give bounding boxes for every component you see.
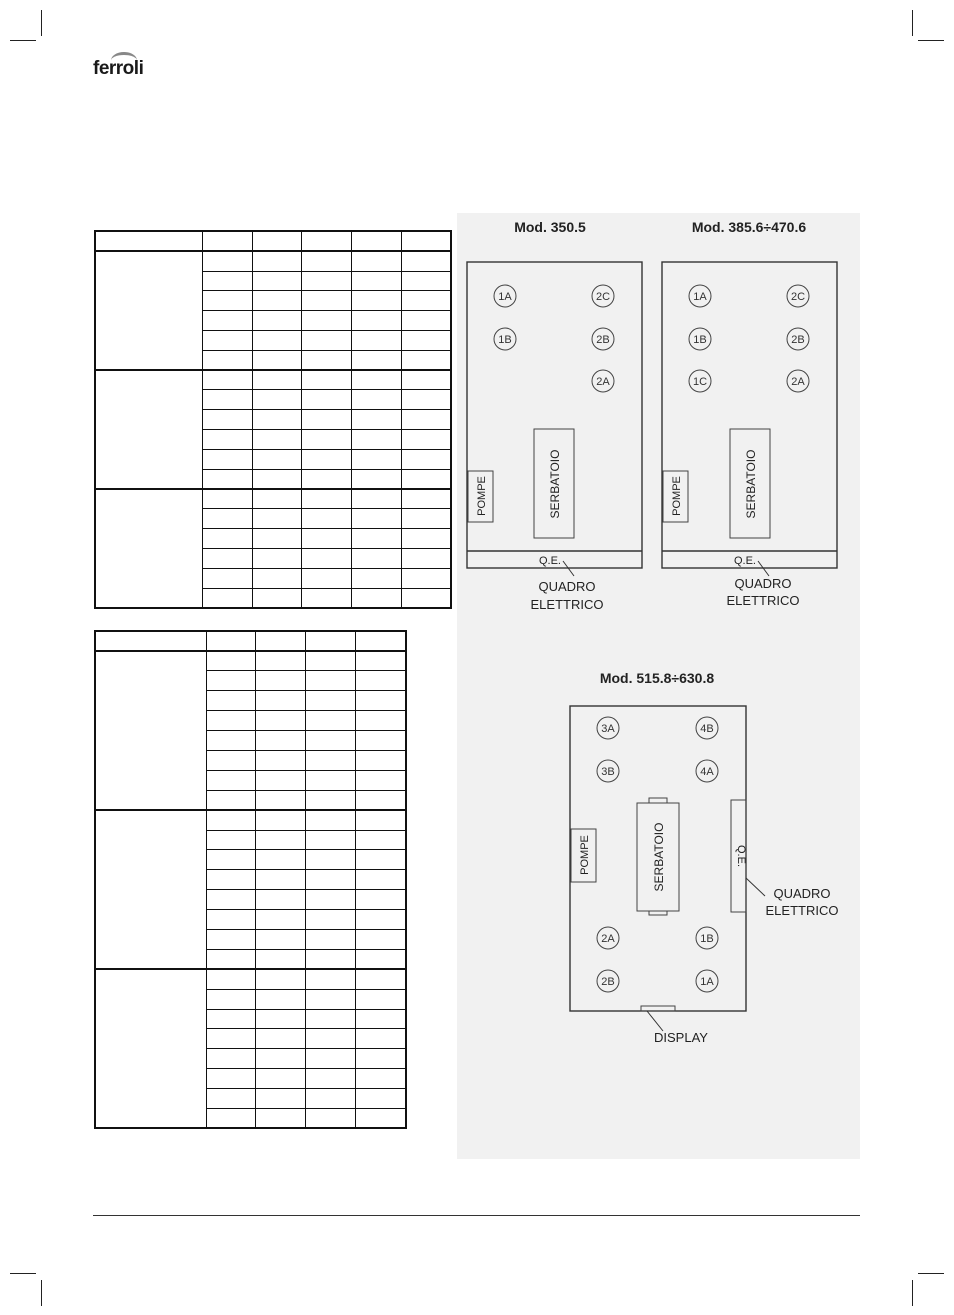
- svg-text:4A: 4A: [700, 766, 714, 778]
- panel-b-pumps-label: POMPE: [671, 476, 683, 516]
- svg-text:1B: 1B: [498, 334, 512, 346]
- table-group-cell: [95, 370, 202, 489]
- panel-c-pumps-label: POMPE: [579, 835, 591, 875]
- table-group-cell: [95, 969, 206, 1128]
- svg-text:2B: 2B: [791, 334, 805, 346]
- slot-3a: [597, 717, 619, 739]
- panel-a: [467, 219, 642, 612]
- slot-2a: [592, 370, 614, 392]
- crop-mark: [912, 1280, 913, 1306]
- svg-text:2B: 2B: [601, 976, 615, 988]
- crop-mark: [41, 10, 42, 36]
- panel-c-tank-cap-bottom: [649, 911, 667, 915]
- svg-text:2B: 2B: [596, 334, 610, 346]
- slot-1a: [696, 970, 718, 992]
- panel-c-display-label: DISPLAY: [654, 1030, 708, 1045]
- slot-1a: [689, 285, 711, 307]
- table-group-cell: [95, 489, 202, 608]
- svg-text:1A: 1A: [693, 291, 707, 303]
- footer-rule: [93, 1215, 860, 1216]
- crop-mark: [912, 10, 913, 36]
- slot-2b: [597, 970, 619, 992]
- panel-b-panel-label-1: QUADRO: [734, 576, 792, 591]
- table-row: [95, 651, 406, 671]
- table-row: [95, 969, 406, 989]
- svg-text:2C: 2C: [595, 291, 611, 303]
- panel-b-qe-label: Q.E.: [733, 555, 757, 567]
- table-bottom: [94, 630, 407, 1129]
- panel-c-panel-label-2: ELETTRICO: [765, 903, 839, 918]
- crop-mark: [918, 40, 944, 41]
- slot-3b: [597, 760, 619, 782]
- panel-c-tank-cap-top: [649, 798, 667, 803]
- panel-a-title: Mod. 350.5: [514, 219, 586, 235]
- layout-figure: [457, 213, 860, 1159]
- slot-4a: [696, 760, 718, 782]
- panel-b: [662, 219, 837, 608]
- layout-diagram: [457, 213, 860, 1159]
- panel-c-panel-label-1: QUADRO: [773, 886, 831, 901]
- slot-4b: [696, 717, 718, 739]
- logo-text: ferroli: [93, 58, 144, 79]
- panel-b-panel-label-2: ELETTRICO: [726, 593, 800, 608]
- svg-text:2A: 2A: [596, 376, 610, 388]
- table-row: [95, 370, 451, 390]
- slot-2a: [597, 927, 619, 949]
- svg-text:4B: 4B: [700, 723, 714, 735]
- svg-text:1A: 1A: [700, 976, 714, 988]
- crop-mark: [10, 40, 36, 41]
- panel-c-display-leader: [647, 1011, 663, 1031]
- table-row: [95, 251, 451, 271]
- svg-text:1C: 1C: [692, 376, 708, 388]
- svg-text:2A: 2A: [791, 376, 805, 388]
- slot-2b: [592, 328, 614, 350]
- panel-a-panel-label-2: ELETTRICO: [530, 597, 604, 612]
- crop-mark: [10, 1273, 36, 1274]
- svg-text:2A: 2A: [601, 933, 615, 945]
- table-group-cell: [95, 651, 206, 810]
- panel-b-title: Mod. 385.6÷470.6: [691, 219, 807, 235]
- slot-1b: [696, 927, 718, 949]
- svg-text:1B: 1B: [693, 334, 707, 346]
- panel-a-qe-label: Q.E.: [538, 555, 562, 567]
- svg-text:3A: 3A: [601, 723, 615, 735]
- panel-c-leader: [746, 878, 765, 896]
- slot-1b: [689, 328, 711, 350]
- panel-c-qe-label: Q.E.: [735, 844, 747, 868]
- slot-2b: [787, 328, 809, 350]
- table-row: [95, 489, 451, 509]
- slot-2c: [592, 285, 614, 307]
- panel-a-pumps-label: POMPE: [476, 476, 488, 516]
- table-row: [95, 810, 406, 830]
- svg-text:2C: 2C: [790, 291, 806, 303]
- panel-c-title: Mod. 515.8÷630.8: [599, 670, 715, 686]
- crop-mark: [918, 1273, 944, 1274]
- table-top: [94, 230, 452, 609]
- svg-text:1B: 1B: [700, 933, 714, 945]
- slot-2c: [787, 285, 809, 307]
- slot-2a: [787, 370, 809, 392]
- panel-c-tank-label: SERBATOIO: [652, 822, 666, 892]
- slot-1b: [494, 328, 516, 350]
- panel-a-panel-label-1: QUADRO: [538, 579, 596, 594]
- brand-logo: [93, 52, 153, 84]
- table-group-cell: [95, 810, 206, 969]
- panel-b-tank-label: SERBATOIO: [744, 449, 758, 519]
- table-header-row: [95, 231, 451, 251]
- crop-mark: [41, 1280, 42, 1306]
- table-group-cell: [95, 251, 202, 370]
- table-header-row: [95, 631, 406, 651]
- slot-1c: [689, 370, 711, 392]
- panel-a-tank-label: SERBATOIO: [548, 449, 562, 519]
- slot-1a: [494, 285, 516, 307]
- panel-c-display-box: [641, 1006, 675, 1011]
- svg-text:3B: 3B: [601, 766, 615, 778]
- panel-c: [570, 670, 838, 1045]
- svg-text:1A: 1A: [498, 291, 512, 303]
